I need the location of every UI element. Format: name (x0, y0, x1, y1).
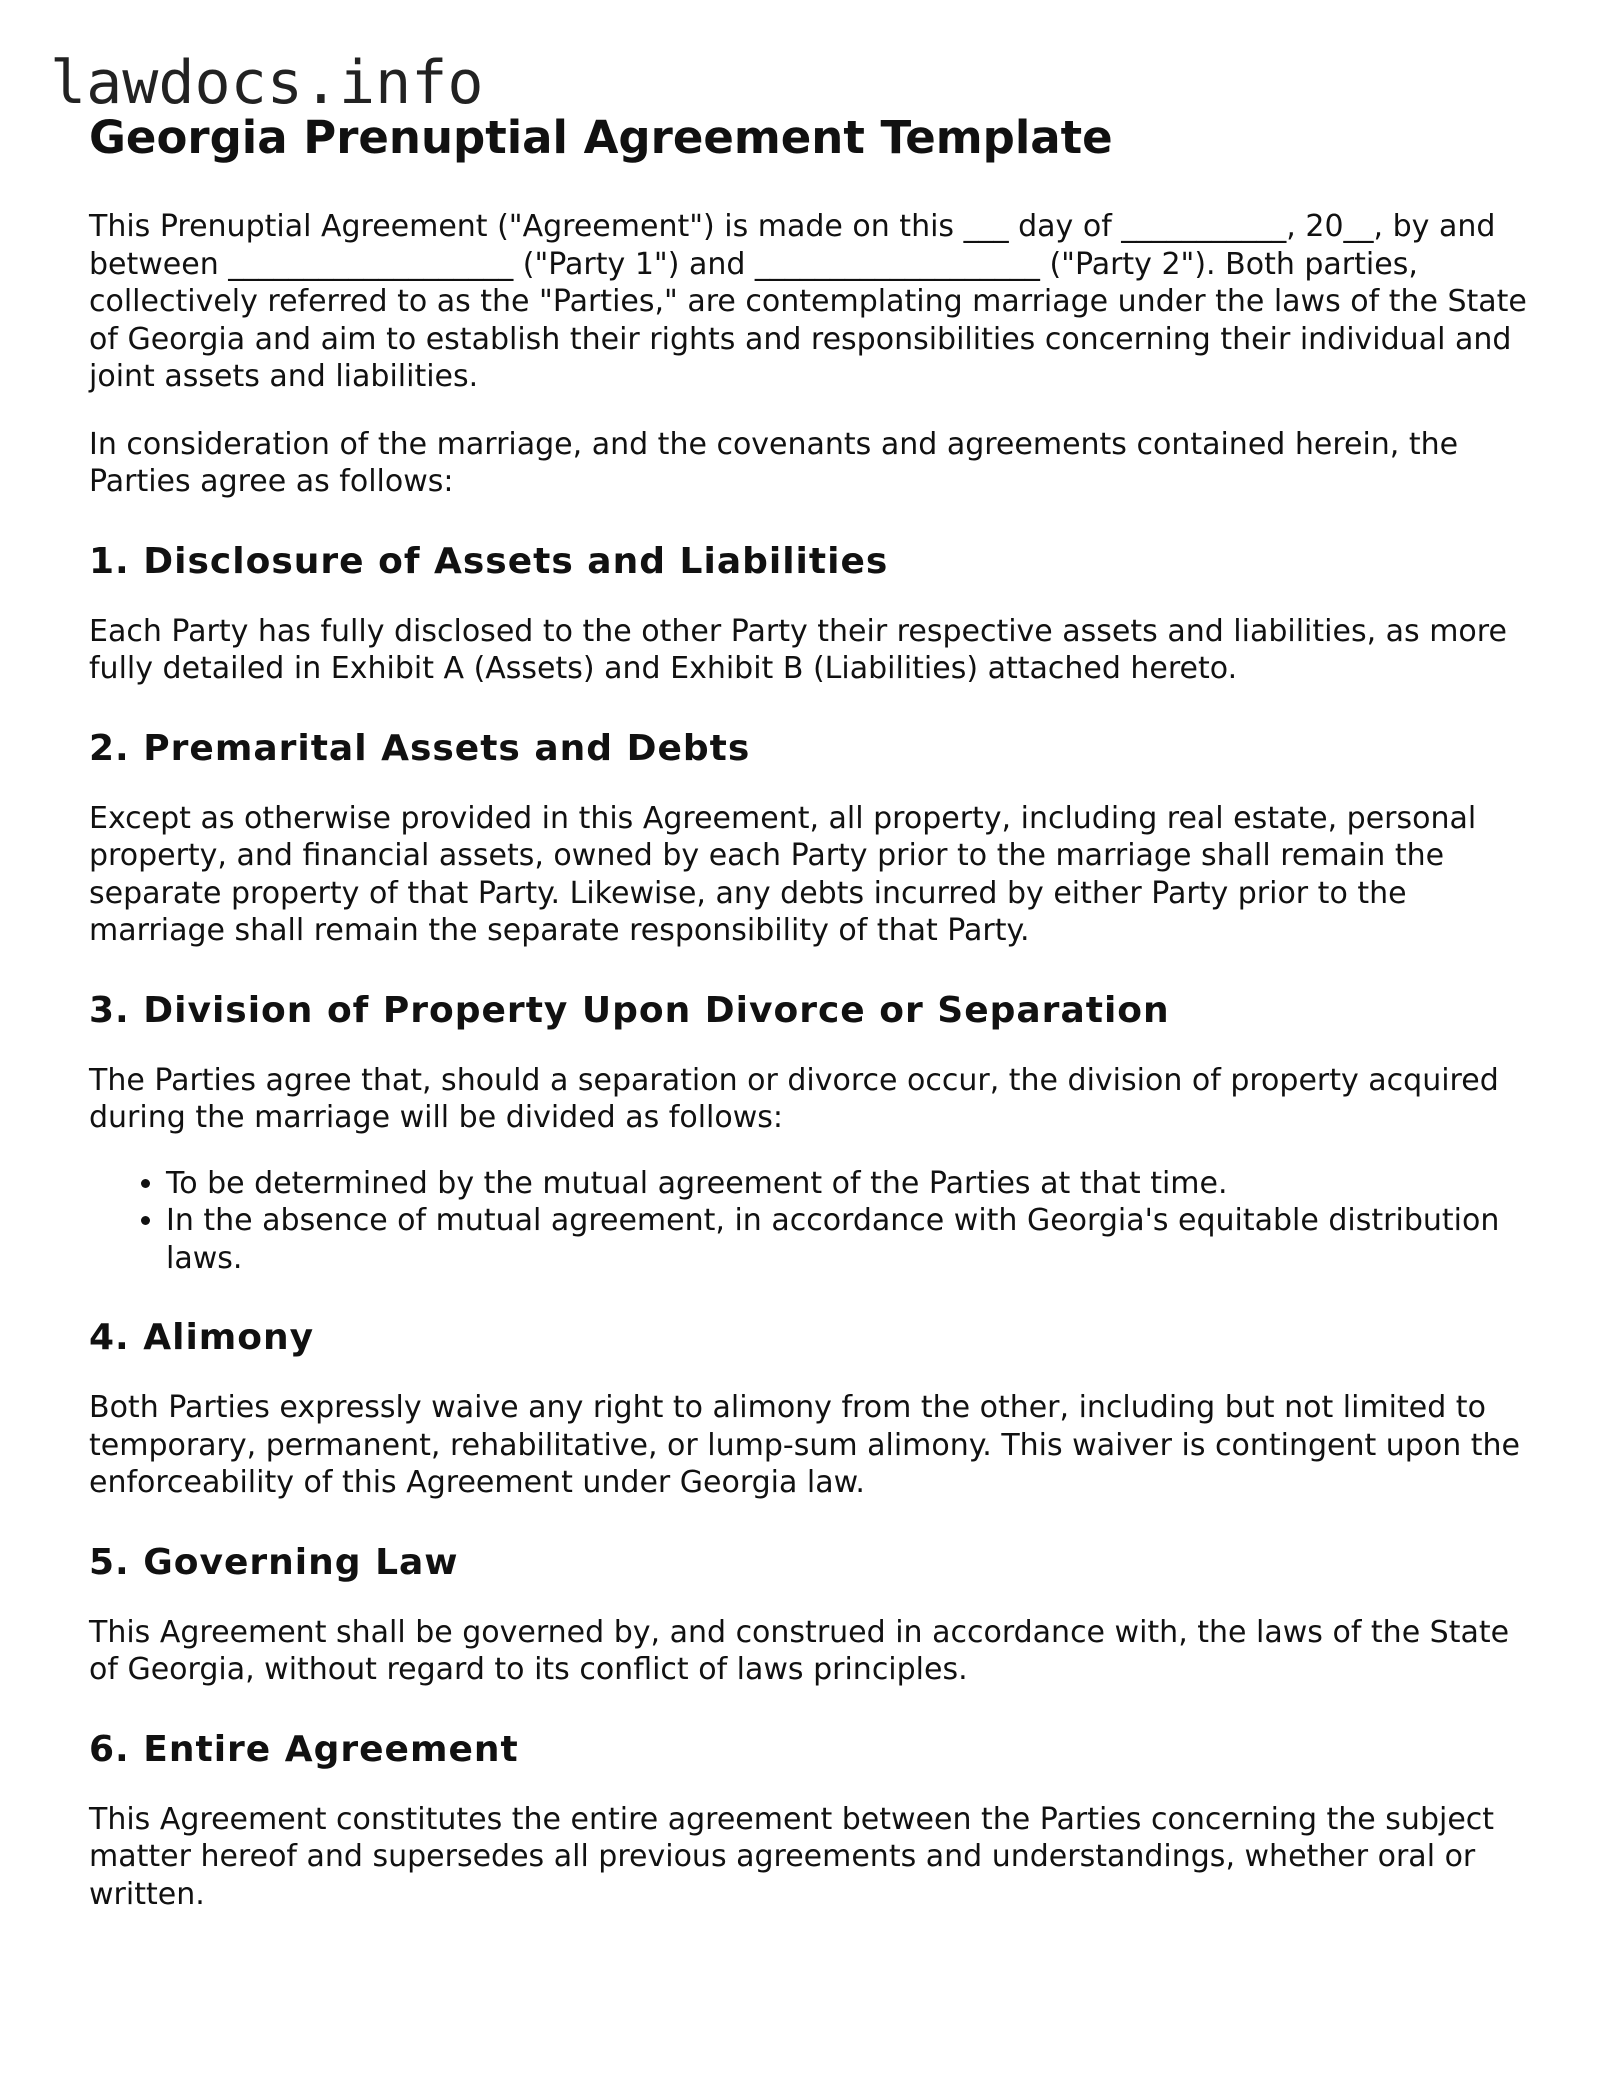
section-alimony (89, 1315, 1529, 1502)
division-bullet-list (89, 1165, 1529, 1278)
list-item: • To be determined by the mutual agreement of the Parties at that time. (166, 1165, 1529, 1203)
section-heading: 3. Division of Property Upon Divorce or Separation (89, 989, 1170, 1031)
consideration-paragraph: In consideration of the marriage, and the covenants and agreements contained herein, the Parties agree as follows: (89, 426, 1459, 499)
section-body: Both Parties expressly waive any right to alimony from the other, including but not limited to temporary, permanent, rehabilitative, or lump-sum alimony. This waiver is contingent upon the enforceability of this Agreement under Georgia law. (89, 1390, 1520, 1500)
section-entire-agreement (89, 1727, 1529, 1914)
section-body: This Agreement shall be governed by, and construed in accordance with, the laws of the State of Georgia, without regard to its conflict of laws principles. (89, 1614, 1510, 1687)
section-body: The Parties agree that, should a separation or divorce occur, the division of property acquired during the marriage will be divided as follows: (89, 1062, 1499, 1135)
section-heading: 2. Premarital Assets and Debts (89, 727, 751, 769)
section-heading: 5. Governing Law (89, 1541, 459, 1583)
section-body: Each Party has fully disclosed to the other Party their respective assets and liabilities, as more fully detailed in Exhibit A (Assets) and Exhibit B (Liabilities) attached hereto. (89, 613, 1507, 686)
document-page (89, 108, 1529, 1913)
site-watermark: lawdocs.info (50, 48, 484, 118)
section-disclosure (89, 539, 1529, 688)
section-heading: 4. Alimony (89, 1317, 315, 1358)
list-item: • In the absence of mutual agreement, in accordance with Georgia's equitable distribution laws. (166, 1202, 1529, 1277)
section-heading: 6. Entire Agreement (89, 1728, 519, 1770)
section-governing-law (89, 1540, 1529, 1689)
section-body: Except as otherwise provided in this Agreement, all property, including real estate, personal property, and financial assets, owned by each Party prior to the marriage shall remain the separate property of that Party. Likewise, any debts incurred by either Party prior to the marriage shall remain the separate responsibility of that Party. (89, 800, 1477, 948)
section-premarital-assets (89, 726, 1529, 950)
section-heading: 1. Disclosure of Assets and Liabilities (89, 540, 889, 582)
document-title: Georgia Prenuptial Agreement Template (89, 111, 1113, 164)
intro-paragraph: This Prenuptial Agreement ("Agreement") is made on this ___ day of ___________, 20__, by and between ___________________ ("Party 1") and ___________________ ("Party 2"). Both parties, collectively referred to as the "Parties," are contemplating marriage under the laws of the State of Georgia and aim to establish their rights and responsibilities concerning their individual and joint assets and liabilities. (89, 209, 1527, 394)
section-division-of-property (89, 988, 1529, 1278)
section-body: This Agreement constitutes the entire agreement between the Parties concerning the subject matter hereof and supersedes all previous agreements and understandings, whether oral or written. (89, 1801, 1495, 1912)
